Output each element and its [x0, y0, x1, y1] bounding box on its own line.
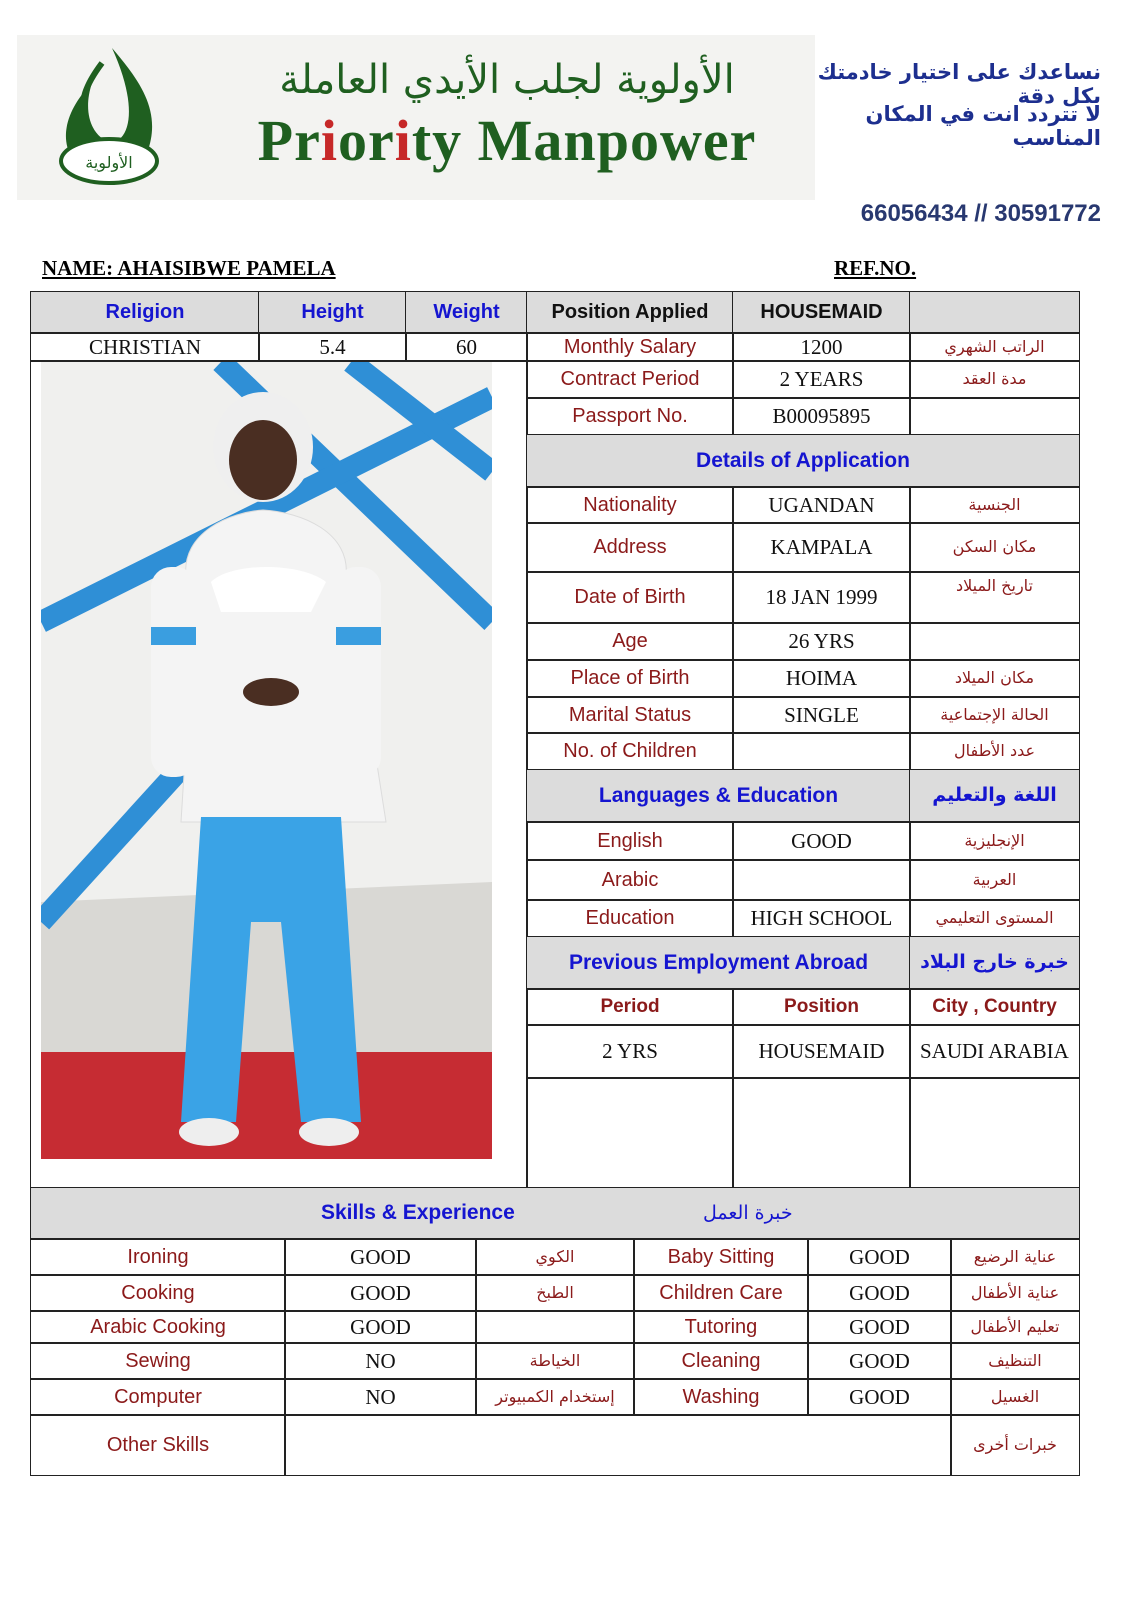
skill-children-care-label: Children Care [633, 1274, 809, 1312]
position-applied-label: Position Applied [526, 291, 734, 334]
skill-cleaning-ar: التنظيف [950, 1342, 1080, 1380]
skill-ironing-value: GOOD [284, 1238, 477, 1276]
slogan-line-1: نساعدك على اختيار خادمتك بكل دقة [817, 60, 1101, 108]
employment-location-header: City , Country [909, 988, 1080, 1026]
height-value: 5.4 [258, 332, 407, 362]
employment-section-header: Previous Employment Abroad [526, 936, 911, 990]
position-applied-value: HOUSEMAID [732, 291, 911, 334]
skills-section-title: Skills & Experience [321, 1201, 515, 1225]
skill-baby-sitting-label: Baby Sitting [633, 1238, 809, 1276]
logo-english-text: Priority Manpower [257, 108, 757, 173]
reference-number: REF.NO. [834, 256, 917, 280]
address-value: KAMPALA [732, 522, 911, 573]
nationality-value: UGANDAN [732, 486, 911, 524]
address-ar: مكان السكن [909, 522, 1080, 573]
nationality-label: Nationality [526, 486, 734, 524]
place-of-birth-ar: مكان الميلاد [909, 659, 1080, 698]
height-header: Height [258, 291, 407, 334]
skill-sewing-ar: الخياطة [475, 1342, 635, 1380]
other-skills-label: Other Skills [30, 1414, 286, 1476]
skill-children-care-value: GOOD [807, 1274, 952, 1312]
children-value [732, 732, 911, 771]
skill-tutoring-ar: تعليم الأطفال [950, 1310, 1080, 1344]
skill-baby-sitting-ar: عناية الرضيع [950, 1238, 1080, 1276]
weight-value: 60 [405, 332, 528, 362]
skill-cooking-value: GOOD [284, 1274, 477, 1312]
skill-ironing-ar: الكوي [475, 1238, 635, 1276]
other-skills-value [284, 1414, 952, 1476]
skill-washing-ar: الغسيل [950, 1378, 1080, 1416]
employment-empty-cell [526, 1077, 734, 1189]
skill-tutoring-label: Tutoring [633, 1310, 809, 1344]
education-ar: المستوى التعليمي [909, 899, 1080, 938]
skills-section-header [30, 1187, 1080, 1240]
arabic-label: Arabic [526, 859, 734, 901]
skill-ironing-label: Ironing [30, 1238, 286, 1276]
skill-baby-sitting-value: GOOD [807, 1238, 952, 1276]
age-value: 26 YRS [732, 622, 911, 661]
children-ar: عدد الأطفال [909, 732, 1080, 771]
arabic-value [732, 859, 911, 901]
logo-arabic-text: الأولوية لجلب الأيدي العاملة [279, 57, 735, 103]
english-ar: الإنجليزية [909, 821, 1080, 861]
employment-empty-cell [909, 1077, 1080, 1189]
languages-section-header: Languages & Education [526, 769, 911, 823]
contract-period-value: 2 YEARS [732, 360, 911, 399]
monthly-salary-value: 1200 [732, 332, 911, 362]
applicant-photo [41, 362, 492, 1159]
place-of-birth-value: HOIMA [732, 659, 911, 698]
svg-text:الأولوية: الأولوية [85, 153, 133, 172]
employment-section-header-ar: خبرة خارج البلاد [909, 936, 1080, 990]
skill-sewing-label: Sewing [30, 1342, 286, 1380]
passport-label: Passport No. [526, 397, 734, 436]
education-value: HIGH SCHOOL [732, 899, 911, 938]
marital-status-value: SINGLE [732, 696, 911, 734]
address-label: Address [526, 522, 734, 573]
passport-ar [909, 397, 1080, 436]
employment-period-header: Period [526, 988, 734, 1026]
dob-value: 18 JAN 1999 [732, 571, 911, 624]
education-label: Education [526, 899, 734, 938]
place-of-birth-label: Place of Birth [526, 659, 734, 698]
skill-cleaning-label: Cleaning [633, 1342, 809, 1380]
employment-empty-cell [732, 1077, 911, 1189]
employment-position-value: HOUSEMAID [732, 1024, 911, 1079]
skill-washing-label: Washing [633, 1378, 809, 1416]
passport-value: B00095895 [732, 397, 911, 436]
skill-cooking-ar: الطبخ [475, 1274, 635, 1312]
phone-numbers: 66056434 // 30591772 [860, 200, 1101, 227]
slogan-line-2: لا تتردد انت في المكان المناسب [865, 102, 1101, 150]
skill-sewing-value: NO [284, 1342, 477, 1380]
skills-section-title-ar: خبرة العمل [703, 1201, 793, 1224]
employment-location-value: SAUDI ARABIA [909, 1024, 1080, 1079]
skill-cooking-label: Cooking [30, 1274, 286, 1312]
skill-arabic-cooking-value: GOOD [284, 1310, 477, 1344]
details-section-header: Details of Application [526, 434, 1080, 488]
religion-header: Religion [30, 291, 260, 334]
skill-computer-ar: إستخدام الكمبيوتر [475, 1378, 635, 1416]
dob-ar: تاريخ الميلاد [909, 571, 1080, 624]
marital-status-ar: الحالة الإجتماعية [909, 696, 1080, 734]
religion-value: CHRISTIAN [30, 332, 260, 362]
company-emblem-icon [47, 43, 177, 193]
skill-children-care-ar: عناية الأطفال [950, 1274, 1080, 1312]
languages-section-header-ar: اللغة والتعليم [909, 769, 1080, 823]
contract-period-label: Contract Period [526, 360, 734, 399]
age-label: Age [526, 622, 734, 661]
nationality-ar: الجنسية [909, 486, 1080, 524]
position-applied-ar [909, 291, 1080, 334]
arabic-ar: العربية [909, 859, 1080, 901]
dob-label: Date of Birth [526, 571, 734, 624]
age-ar [909, 622, 1080, 661]
skill-cleaning-value: GOOD [807, 1342, 952, 1380]
weight-header: Weight [405, 291, 528, 334]
skill-tutoring-value: GOOD [807, 1310, 952, 1344]
skill-arabic-cooking-label: Arabic Cooking [30, 1310, 286, 1344]
company-logo-banner [17, 35, 815, 200]
skill-computer-label: Computer [30, 1378, 286, 1416]
skill-arabic-cooking-ar [475, 1310, 635, 1344]
skill-washing-value: GOOD [807, 1378, 952, 1416]
monthly-salary-label: Monthly Salary [526, 332, 734, 362]
other-skills-ar: خبرات أخرى [950, 1414, 1080, 1476]
english-value: GOOD [732, 821, 911, 861]
employment-position-header: Position [732, 988, 911, 1026]
applicant-name: NAME: AHAISIBWE PAMELA [42, 256, 336, 280]
skill-computer-value: NO [284, 1378, 477, 1416]
contract-period-ar: مدة العقد [909, 360, 1080, 399]
marital-status-label: Marital Status [526, 696, 734, 734]
children-label: No. of Children [526, 732, 734, 771]
employment-period-value: 2 YRS [526, 1024, 734, 1079]
monthly-salary-ar: الراتب الشهري [909, 332, 1080, 362]
english-label: English [526, 821, 734, 861]
